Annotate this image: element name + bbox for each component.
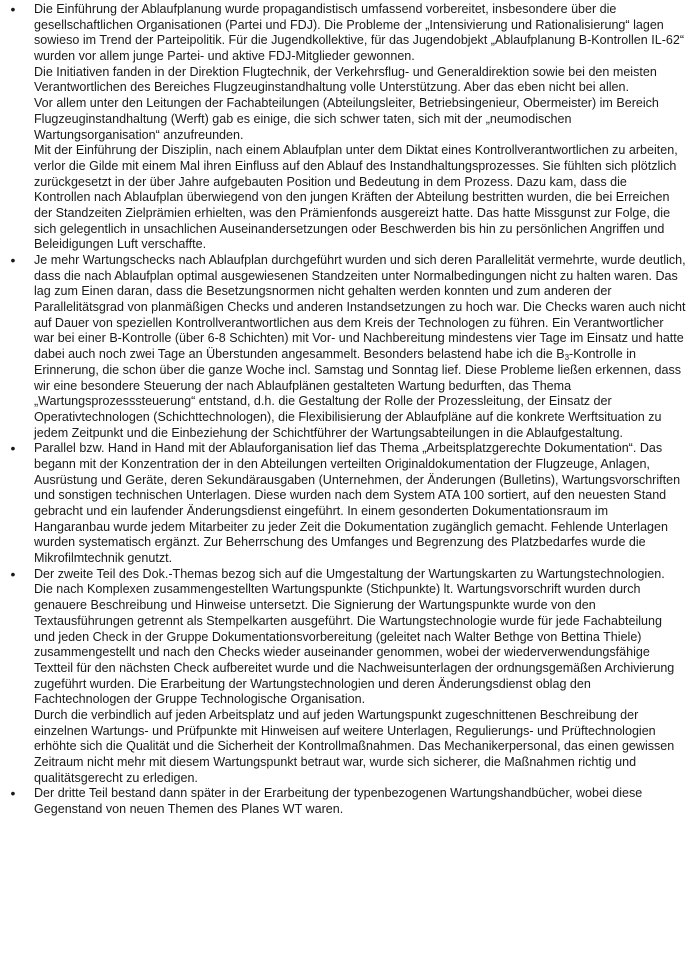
bullet-item-introduction: [0, 2, 686, 253]
paragraph: Mit der Einführung der Disziplin, nach einem Ablaufplan unter dem Diktat eines Kontrollverantwortlichen zu arbeiten, verlor die Gilde mit einem Mal ihren Einfluss auf den Ablauf des Instandhaltungsprozesses. Sie fühlten sich plötzlich zurückgesetzt in der über Jahre aufgebauten Position und Bedeutung in dem Prozess. Dazu kam, dass die Kontrollen nach Ablaufplan überwiegend von den jungen Kräften der Abteilung bestritten wurden, die bei Erreichen der Standzeiten Zielprämien erhielten, was den Prämienfonds ausgereizt hatte. Das hatte Missgunst zur Folge, die sich gelegentlich in unsachlichen Auseinandersetzungen oder Beschwerden bis hin zu persönlichen Angriffen und Beleidigungen Luft verschaffte.: [34, 143, 678, 252]
bullet-item-dokumentation: [0, 441, 686, 567]
paragraph-text: Je mehr Wartungschecks nach Ablaufplan durchgeführt wurden und sich deren Parallelität vermehrte, wurde deutlich, dass die nach Ablaufplan optimal ausgewiesenen Standzeiten unter Normalbedingungen nicht zu halten waren. Das lag zum Einen daran, dass die Besetzungsnormen nicht gehalten werden konnten und zum anderen der Parallelitätsgrad von planmäßigen Checks und anderen Instandsetzungen zu hoch war. Die Checks waren auch nicht auf Dauer von speziellen Kontrollverantwortlichen aus dem Kreis der Technologen zu führen. Ein Verantwortlicher war bei einer B-Kontrolle (über 6-8 Schichten) mit Vor- und Nachbereitung mindestens vier Tage im Einsatz und hatte dabei auch noch zwei Tage an Überstunden angesammelt. Besonders belastend habe ich die B: [34, 253, 686, 362]
paragraph: Die Einführung der Ablaufplanung wurde propagandistisch umfassend vorbereitet, insbesondere über die gesellschaftlichen Organisationen (Partei und FDJ). Die Probleme der „Intensivierung und Rationalisierung“ lagen sowieso im Trend der Parteipolitik. Für die Jugendkollektive, für das Jugendobjekt „Ablaufplanung B-Kontrollen IL-62“ wurden vor allem junge Partei- und aktive FDJ-Mitglieder gewonnen.: [34, 2, 685, 64]
bullet-icon: •: [10, 1, 16, 17]
bullet-item-wartungschecks: [0, 253, 686, 441]
paragraph: [34, 253, 686, 441]
paragraph-text: -Kontrolle in Erinnerung, die schon über die ganze Woche incl. Samstag und Sonntag lief. Diese Probleme ließen erkennen, dass wir eine besondere Steuerung der nach Ablaufplänen gestalteten Wartung bedurften, das Thema „Wartungsprozesssteuerung“ entstand, d.h. die Gestaltung der Rolle der Prozessleitung, der Einsatz der Operativtechnologen (Schichttechnologen), die Flexibilisierung der Ablaufpläne auf die konkrete Werftsituation zu jedem Zeitpunkt und die Einbeziehung der Schichtführer der Wartungsabteilungen in die Ablaufgestaltung.: [34, 347, 682, 440]
bullet-item-wartungshandbuecher: [0, 786, 686, 817]
bullet-icon: •: [10, 785, 16, 802]
paragraph: Der zweite Teil des Dok.-Themas bezog sich auf die Umgestaltung der Wartungskarten zu Wartungstechnologien. Die nach Komplexen zusammengestellten Wartungspunkte (Stichpunkte) lt. Wartungsvorschrift wurden durch genauere Beschreibung und Hinweise untersetzt. Die Signierung der Wartungspunkte wurde von den Textausführungen getrennt als Stempelkarten ausgeführt. Die Wartungstechnologie wurde für jede Fachabteilung und jeden Check in der Gruppe Dokumentationsvorbereitung (geleitet nach Walter Bethge von Bettina Thiele) zusammengestellt und nach den Checks wieder auseinander genommen, wobei der wiederverwendungsfähige Textteil für den nächsten Check aufbereitet wurde und die Nachweisunterlagen der ordnungsgemäßen Archivierung zugeführt wurden. Die Erarbeitung der Wartungstechnologien und deren Änderungsdienst oblag den Fachtechnologen der Gruppe Technologische Organisation.: [34, 566, 675, 707]
bullet-item-wartungstechnologien: [0, 567, 686, 787]
paragraph: Vor allem unter den Leitungen der Fachabteilungen (Abteilungsleiter, Betriebsingenieur, Obermeister) im Bereich Flugzeuginstandhaltung (Werft) gab es einige, die sich schwer taten, sich mit der „neumodischen Wartungsorganisation“ anzufreunden.: [34, 96, 659, 142]
paragraph: Die Initiativen fanden in der Direktion Flugtechnik, der Verkehrsflug- und Generaldirektion sowie bei den meisten Verantwortlichen des Bereiches Flugzeuginstandhaltung volle Unterstützung. Aber das eben nicht bei allen.: [34, 64, 657, 95]
subscript: 3: [564, 353, 570, 363]
bullet-icon: •: [10, 565, 16, 582]
paragraph: Der dritte Teil bestand dann später in der Erarbeitung der typenbezogenen Wartungshandbücher, wobei diese Gegenstand von neuen Themen des Planes WT waren.: [34, 786, 643, 817]
document-page: [0, 2, 700, 980]
paragraph: Parallel bzw. Hand in Hand mit der Ablauforganisation lief das Thema „Arbeitsplatzgerechte Dokumentation“. Das begann mit der Konzentration der in den Abteilungen verteilten Originaldokumentation der Flugzeuge, Anlagen, Ausrüstung und Geräte, deren Sekundärausgaben (Unternehmen, der Änderungen (Bulletins), Wartungsvorschriften und sonstigen technischen Unterlagen. Diese wurden nach dem System ATA 100 sortiert, auf den neuesten Stand gebracht und ein laufender Änderungsdienst eingeführt. In einem gesonderten Dokumentationsraum im Hangaranbau wurde jedem Mitarbeiter zu jeder Zeit die Dokumentation zugänglich gemacht. Fehlende Unterlagen wurden systematisch ergänzt. Zur Beherrschung des Umfanges und Begrenzung des Platzbedarfes wurde die Mikrofilmtechnik genutzt.: [34, 441, 681, 566]
bullet-icon: •: [10, 252, 16, 268]
paragraph: Durch die verbindlich auf jeden Arbeitsplatz und auf jeden Wartungspunkt zugeschnittenen Beschreibung der einzelnen Wartungs- und Prüfpunkte mit Hinweisen auf weitere Unterlagen, Regulierungs- und Prüftechnologien erhöhte sich die Qualität und die Sicherheit der Kontrollmaßnahmen. Das Mechanikerpersonal, das einen gewissen Zeitraum nicht mehr mit diesem Wartungspunkt betraut war, wurde sich sicherer, die Maßnahmen richtig und qualitätsgerecht zu erledigen.: [34, 707, 675, 785]
bullet-icon: •: [10, 440, 16, 457]
